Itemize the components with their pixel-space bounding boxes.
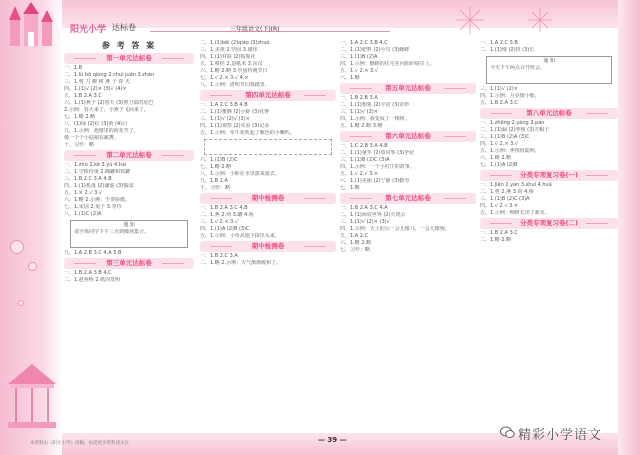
- answer-line: 三、1.B 2.C 3.A 4.B: [64, 176, 112, 182]
- bubble-decoration: [28, 262, 37, 271]
- answer-line: 六、1.(1)燕子 (2)春天 (3)剪刀似的尾巴: [64, 100, 154, 106]
- answer-line: 一、1.B 2.A 3.C 4.B: [200, 205, 248, 211]
- answer-line: 四、1.√ 2.× 3.√: [480, 141, 519, 147]
- answer-line: 七、1.略: [340, 185, 360, 191]
- answer-line: 三、1.剪 刀 柳 树 燕 子 春 天: [64, 79, 130, 85]
- watermark-text: 精彩小学语文: [518, 428, 603, 443]
- answer-line: 二、1.赵州桥 2.纸的发明: [64, 277, 121, 283]
- answer-line: 十、习作：略: [200, 185, 231, 191]
- answer-line: 六、1.略: [340, 75, 360, 81]
- answer-line: 二、1.(1)漏 (2)枣核 (3)方帽子: [480, 127, 550, 133]
- answer-line: 一、1.C 2.B 3.A 4.B: [340, 143, 388, 149]
- answer-line: 一、1.zhēng 2.yáng 3.pán: [480, 120, 545, 126]
- answer-line: 二、1.燕 2.荷 3.罐 4.桥: [200, 212, 254, 218]
- answer-line: 八、1.示例：清明节扫墓踏青。: [200, 82, 270, 88]
- grade-label: 三年级语文(下)(R): [230, 26, 280, 33]
- answer-line: 像一个个小姑娘在跳舞。: [64, 135, 120, 141]
- answer-column-2: [200, 40, 336, 432]
- answer-line: 四、1.(1)A (2)B (3)C: [200, 226, 250, 232]
- answer-line: 七、习作：略: [340, 247, 371, 253]
- answer-line: 五、1.B 2.A 3.C: [64, 93, 102, 99]
- carousel-illustration: [4, 360, 60, 430]
- answer-line: 十、习作：略: [64, 142, 95, 148]
- answer-line: 四、1.(1)√ (2)× (3)√ (4)×: [64, 86, 127, 92]
- right-border: [618, 0, 640, 455]
- answer-line: 二、1.(1)童年 (2)放风筝 (3)争论: [340, 150, 415, 156]
- answer-line: 五、1.√ 2.× 3.√: [340, 68, 379, 74]
- answer-line: 三、1.(1)√ (2)×: [480, 86, 518, 92]
- answer-line: 四、1.示例：一个小村庄的故事。: [340, 164, 415, 170]
- answer-line: 二、1.(1)肥料 (2)小鸟 (3)蟋蟀: [340, 47, 410, 53]
- answer-line: 七、1.宋国 2.兔子 3.等待: [64, 204, 122, 210]
- answer-line: 九、1.示例：池塘里的荷花开了，: [64, 128, 139, 134]
- answer-line: 八、1.示例：小虾在水里游来游去。: [200, 171, 280, 177]
- answer-line: 二、1.(1)海底世界 (2)火烧云: [340, 212, 406, 218]
- section-heading: 第五单元达标卷: [340, 83, 476, 94]
- answer-line: 五、1.略 2.略 3.略: [340, 123, 383, 129]
- answer-key-title: 参 考 答 案: [101, 41, 157, 50]
- answer-drawing-box: [204, 139, 332, 155]
- answer-line: 五、1.× 2.√ 3.√: [64, 190, 103, 196]
- section-heading: 分类专项复习卷(一): [480, 170, 618, 181]
- answer-line: 六、1.略 2.略 3.中国传统节日: [200, 68, 268, 74]
- answer-line: 六、1.略 2.示例：不要骄傲。: [64, 197, 131, 203]
- answer-line: 四、1.(1)对联 (2)贴窗花: [200, 54, 256, 60]
- answer-line: 七、1.略 2.略: [64, 114, 96, 120]
- answer-line: 一、1.B 2.C 3.A: [200, 253, 238, 259]
- answer-line: 一、1.zhū 2.kě 3.yù 4.hài: [64, 162, 127, 168]
- answer-line: 六、1.略 2.略: [340, 240, 372, 246]
- section-heading: 第二单元达标卷: [64, 150, 194, 161]
- footer-note: 本资料由《阳光小学》供稿，如需更多资料请关注: [30, 441, 129, 446]
- section-heading: 期中检测卷: [200, 193, 336, 204]
- section-heading: 第三单元达标卷: [64, 258, 194, 269]
- answer-line: 二、1.略 2.略: [480, 237, 512, 243]
- answer-line: 九、1.B 2.A: [200, 178, 228, 184]
- notice-text: 今天下午两点召开班会。: [490, 65, 546, 71]
- answer-line: 一、1.A 2.C 3.B: [480, 40, 518, 46]
- answer-line: 七、1.略 2.略: [200, 164, 232, 170]
- answer-line: 四、1.(1)奚落 (2)谦虚 (3)懦弱: [64, 183, 134, 189]
- brand-subtitle: 达标卷: [112, 23, 136, 32]
- bubble-decoration: [18, 300, 24, 306]
- notice-text: 请全体同学下午三点到操场集合。: [74, 229, 150, 235]
- answer-line: 五、1.蔡伦 2.造纸术 3.东汉: [200, 61, 263, 67]
- answer-line: 一、1.B 2.B 3.A: [340, 95, 378, 101]
- notice-title: 通 知: [543, 58, 555, 64]
- section-heading: 第七单元达标卷: [340, 193, 476, 204]
- answer-line: 一、1.B: [64, 65, 83, 71]
- answer-line: 一、1.A 2.C 3.B 4.C: [340, 40, 388, 46]
- answer-line: 三、1.(1)B (2)C (3)A: [340, 157, 390, 163]
- answer-line: 八、1.(1)C (2)A: [64, 211, 102, 217]
- bubble-decoration: [10, 240, 24, 254]
- answer-line: 2.示例：春天来了，小燕子飞回来了。: [64, 107, 149, 113]
- answer-line: 九、1.A 2.B 3.C 4.A 5.B: [64, 250, 122, 256]
- answer-line: 四、1.示例：月亮像小船。: [480, 93, 540, 99]
- answer-line: 五、1.示例：柳树长出了新芽。: [480, 210, 550, 216]
- section-heading: 分类专项复习卷(二): [480, 218, 618, 229]
- answer-line: 七、1.(1)A (2)B: [480, 162, 518, 168]
- castle-illustration: [2, 2, 62, 48]
- answer-line: 六、1.略 2.略: [480, 155, 512, 161]
- answer-line: 八、(1)绿 (2)红 (3)黄 (4)白: [64, 121, 128, 127]
- answer-line: 一、1.B 2.A 3.C: [480, 230, 518, 236]
- answer-line: 三、1.(1)B (2)C (3)A: [480, 196, 530, 202]
- answer-line: 三、1.(1)√ (2)× (3)√: [340, 219, 390, 225]
- section-heading: 期中检测卷: [200, 241, 336, 252]
- answer-line: 五、1.示例：枣核很聪明。: [480, 148, 540, 154]
- answer-line: 三、1.美观 2.坚固 3.雄伟: [200, 47, 258, 53]
- answer-line: 五、1.示例：牵牛花吹起了紫色的小喇叭。: [200, 130, 295, 136]
- answer-line: 二、1.(1)想象 (2)宇宙 (3)奇妙: [340, 102, 410, 108]
- answer-column-4: [480, 40, 618, 432]
- answer-line: 六、1.(1)B (2)C: [200, 157, 238, 163]
- answer-line: 四、1.√ 2.√ 3.×: [480, 203, 519, 209]
- answer-line: 三、1.√ 2.× 3.√: [200, 219, 239, 225]
- answer-line: 六、1.(1)美丽 (2)宁静 (3)勤劳: [340, 178, 410, 184]
- notice-box: [486, 56, 612, 84]
- wechat-icon: [500, 426, 515, 439]
- answer-line: 五、1.示例：小草从地下探出头来。: [200, 233, 280, 239]
- answer-line: 一、1.A 2.C 3.B 4.B: [200, 102, 248, 108]
- answer-line: 四、1.(1)观察 (2)实验 (3)记录: [200, 123, 270, 129]
- answer-line: 四、1.示例：蟋蟀的住宅在向阳的堤岸上。: [340, 61, 435, 67]
- answer-line: 二、1.略 2.示例：天气渐渐暖和了。: [200, 260, 282, 266]
- brand-logo: 阳光小学: [70, 25, 107, 35]
- answer-line: 二、1.守株待兔 2.陶罐和铁罐: [64, 169, 131, 175]
- answer-line: 一、1.B 2.A 3.B 4.C: [64, 270, 112, 276]
- section-heading: 第八单元达标卷: [480, 108, 618, 119]
- section-heading: 第六单元达标卷: [340, 131, 476, 142]
- notice-box: [70, 220, 188, 248]
- section-heading: 第一单元达标卷: [64, 53, 194, 64]
- answer-line: 一、1.jiǎn 2.yàn 3.shuǐ 4.huà: [480, 182, 552, 188]
- answer-line: 五、1.√ 2.√ 3.×: [340, 171, 379, 177]
- answer-line: 七、1.√ 2.× 3.√ 4.×: [200, 75, 249, 81]
- answer-line: 一、1.B 2.A 3.C 4.A: [340, 205, 388, 211]
- section-heading: 第四单元达标卷: [200, 90, 336, 101]
- notice-title: 通 知: [123, 222, 135, 228]
- answer-column-3: [340, 40, 476, 432]
- answer-line: 四、1.示例：我变成了一棵树。: [340, 116, 410, 122]
- answer-line: 五、1.B 2.A 3.C: [480, 100, 518, 106]
- fireworks-decoration: [440, 4, 580, 38]
- answer-line: 四、1.示例：天上的云一会儿像马，一会儿像狗。: [340, 226, 450, 232]
- answer-column-1: [64, 40, 194, 432]
- page-number: — 39 —: [318, 436, 347, 444]
- answer-line: 二、1.lǜ bō qióng 2.chuí juǎn 3.zhèn: [64, 72, 155, 78]
- answer-line: 二、1.(1)慢 (2)快 (3)长: [480, 47, 535, 53]
- answer-line: 二、1.剪 2.燕 3.荷 4.桥: [480, 189, 534, 195]
- answer-line: 三、1.(1)√ (2)√ (3)×: [200, 116, 250, 122]
- answer-line: 五、1.A 2.C: [340, 233, 369, 239]
- answer-line: 二、1.(1)bēi (2)qiáo (3)zhuó: [200, 40, 270, 46]
- answer-line: 三、1.(1)B (2)A (3)C: [480, 134, 530, 140]
- answer-line: 三、1.(1)B (2)A: [340, 54, 378, 60]
- answer-line: 二、1.(1)蜜蜂 (2)小虾 (3)花钟: [200, 109, 270, 115]
- answer-line: 三、1.(1)√ (2)×: [340, 109, 378, 115]
